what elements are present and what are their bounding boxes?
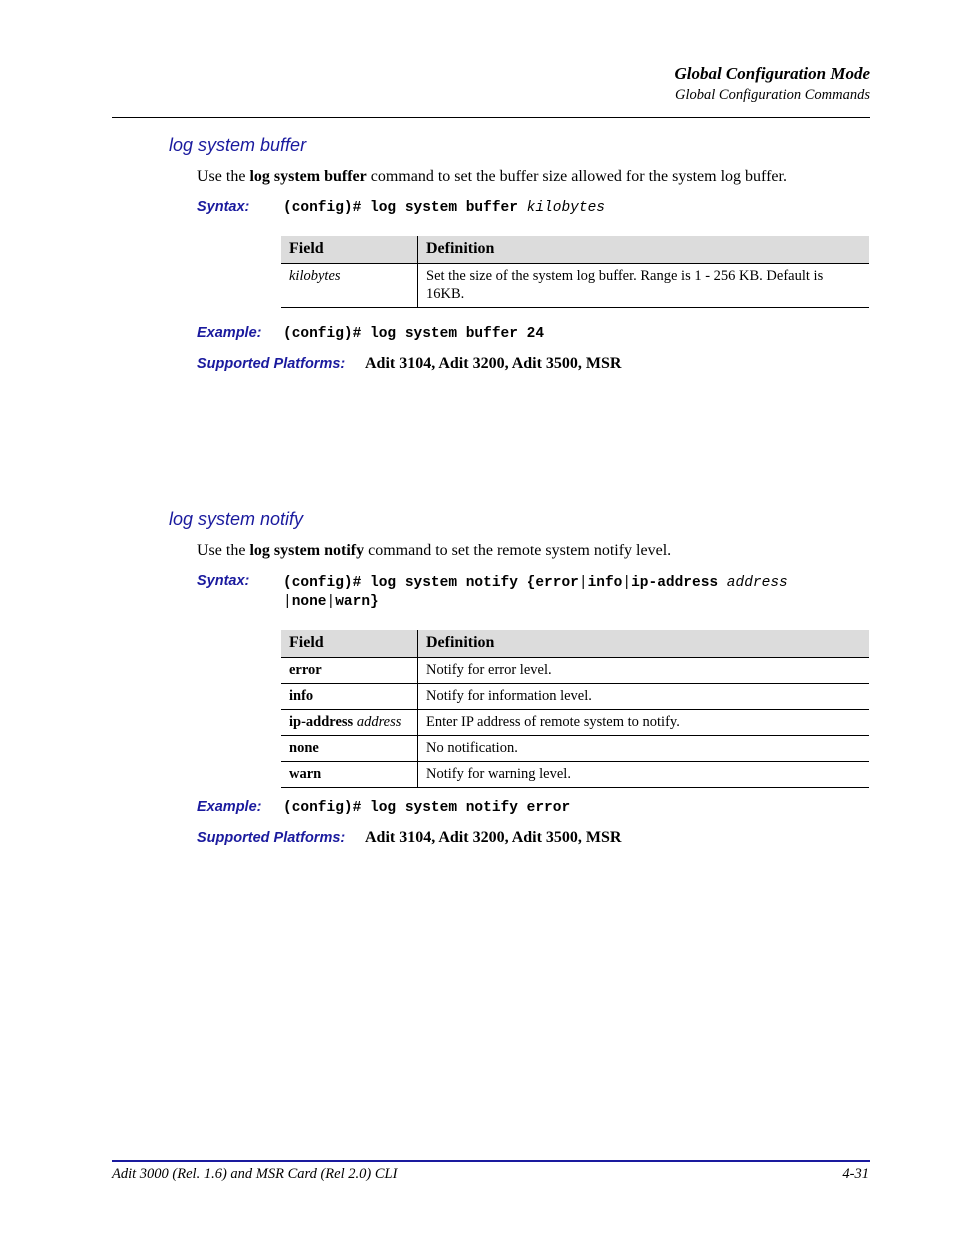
definition-cell: Enter IP address of remote system to notify. [418,710,870,736]
field-cell [281,684,418,710]
column-header-definition: Definition [418,236,870,264]
definition-cell: Notify for warning level. [418,762,870,788]
syntax-prompt: (config)# [283,575,371,591]
definition-cell: No notification. [418,736,870,762]
syntax-label: Syntax: [197,573,250,589]
platforms-list: Adit 3104, Adit 3200, Adit 3500, MSR [365,829,622,846]
table-row [281,658,869,684]
field-cell [281,710,418,736]
field-cell [281,736,418,762]
intro-post: command to set the remote system notify level. [364,542,672,559]
example-command: (config)# log system buffer 24 [283,326,545,342]
syntax-separator: | [622,575,632,591]
definition-cell: Set the size of the system log buffer. Range is 1 - 256 KB. Default is 16KB. [418,264,870,308]
syntax-line [283,574,788,612]
field-keyword: error [289,662,322,678]
column-header-field: Field [281,236,418,264]
column-header-definition: Definition [418,630,870,658]
chapter-title: Global Configuration Mode [674,64,870,83]
definition-cell: Notify for error level. [418,658,870,684]
syntax-line [283,200,605,216]
syntax-command: log system notify [370,575,527,591]
section-subtitle: Global Configuration Commands [675,87,870,103]
table-header-row [281,236,869,264]
example-label: Example: [197,325,262,341]
table-row [281,684,869,710]
field-keyword: warn [289,766,322,782]
example-label: Example: [197,799,262,815]
intro-pre: Use the [197,168,250,185]
section-title-log-system-buffer: log system buffer [169,135,307,155]
table-row [281,736,869,762]
header-divider [112,117,870,118]
syntax-brace-close: } [370,594,379,610]
syntax-argument: address [718,575,788,591]
platforms-label: Supported Platforms: [197,830,346,846]
field-keyword: info [289,688,314,704]
field-definition-table [281,236,869,308]
footer-document-title: Adit 3000 (Rel. 1.6) and MSR Card (Rel 2.0) CLI [112,1166,398,1182]
intro-pre: Use the [197,542,250,559]
syntax-separator: | [578,575,588,591]
footer-divider [112,1160,870,1162]
table-row [281,264,869,308]
table-header-row [281,630,869,658]
field-cell [281,658,418,684]
definition-cell: Notify for information level. [418,684,870,710]
field-cell [281,762,418,788]
table-row [281,762,869,788]
syntax-prompt: (config)# [283,200,371,216]
syntax-separator: | [326,594,336,610]
syntax-argument: kilobytes [526,200,605,216]
field-keyword: none [289,740,319,756]
table-row [281,710,869,736]
syntax-separator: | [283,594,292,610]
intro-post: command to set the buffer size allowed for the system log buffer. [366,168,787,185]
syntax-brace-open: { [526,575,536,591]
example-command: (config)# log system notify error [283,800,571,816]
page-number: 4-31 [842,1166,869,1182]
section-intro [197,542,671,560]
syntax-command: log system buffer [370,200,527,216]
section-title-log-system-notify: log system notify [169,509,304,529]
field-cell: kilobytes [281,264,418,308]
syntax-option-none: none [291,594,327,610]
field-argument: address [353,714,402,730]
syntax-option-error: error [535,575,579,591]
section-intro [197,168,787,186]
syntax-option-ip-address: ip-address [631,575,719,591]
intro-command: log system buffer [249,168,367,185]
field-definition-table [281,630,869,788]
syntax-option-warn: warn [335,594,371,610]
platforms-label: Supported Platforms: [197,356,346,372]
syntax-option-info: info [587,575,623,591]
column-header-field: Field [281,630,418,658]
syntax-label: Syntax: [197,199,250,215]
platforms-list: Adit 3104, Adit 3200, Adit 3500, MSR [365,355,622,372]
intro-command: log system notify [249,542,365,559]
field-keyword: ip-address [289,714,354,730]
